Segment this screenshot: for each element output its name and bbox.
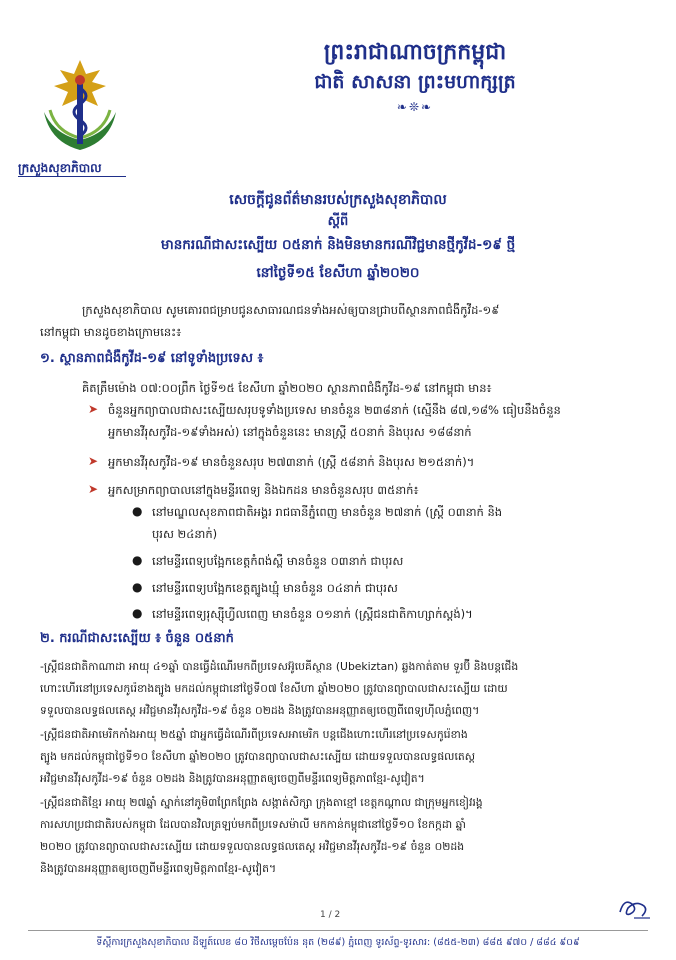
case-3-line-3: ២០២០ ត្រូវបានព្យាបាលជាសះស្បើយ ដោយទទួលបានលទ្ធផលតេស្ត អវិជ្ជមានវីរុសកូវីដ-១៩ ចំនួន ០២ដង (40, 840, 465, 853)
infected-total: អ្នកមានវីរុសកូវីដ-១៩ មានចំនួនសរុប ២៧៣នាក់ (ស្ត្រី ៥៨នាក់ និងបុរស ២១៥នាក់)។ (108, 455, 475, 469)
footer-divider (28, 930, 648, 931)
case-2-line-2: ត្បូង មកដល់កម្ពុជាថ្ងៃទី១០ ខែសីហា ឆ្នាំ២០២០ ត្រូវបានព្យាបាលជាសះស្បើយ ដោយទទួលបានលទ្ធផលតេស្ត (40, 750, 476, 763)
hospital-2: នៅមន្ទីរពេទ្យបង្អែកខេត្តកំពង់ស្ពឺ មានចំនួន ០៣នាក់ ជាបុរស (152, 554, 404, 568)
section-1-lead: គិតត្រឹមម៉ោង ០៧:០០ព្រឹក ថ្ងៃទី១៥ ខែសីហា ឆ្នាំ២០២០ ស្ថានភាពជំងឺកូវីដ-១៩ នៅកម្ពុជា មាន៖ (82, 381, 492, 395)
page-number: 1 / 2 (320, 910, 341, 920)
arrow-bullet-icon: ➤ (88, 454, 99, 468)
case-2-line-1: -ស្ត្រីជនជាតិអាមេរិកកាំងអាយុ ២៥ឆ្នាំ ជាអ្នកធ្វើដំណើរពីប្រទេសអាមេរិក បន្តជើងហោះហើរនៅប្រទេសកូរ៉េខាង (40, 728, 468, 741)
title-subject: មានករណីជាសះស្បើយ ០៥នាក់ និងមិនមានករណីវិជ្ជមានថ្មីកូវីដ-១៩ ថ្មី (160, 237, 516, 253)
intro-line-1: ក្រសួងសុខាភិបាល សូមគោរពជម្រាបជូនសាធារណជនទាំងអស់ឲ្យបានជ្រាបពីស្ថានភាពជំងឺកូវីដ-១៩ (82, 303, 500, 317)
hospital-4: នៅមន្ទីរពេទ្យរុស្ស៊ីហ្វីលពេញ មានចំនួន ០១នាក់ (ស្ត្រីជនជាតិកាហ្សាក់ស្តង់)។ (152, 607, 473, 621)
hospital-3: នៅមន្ទីរពេទ្យបង្អែកខេត្តត្បូងឃ្មុំ មានចំនួន ០៤នាក់ ជាបុរស (152, 581, 398, 595)
ministry-logo (30, 52, 130, 156)
arrow-bullet-icon: ➤ (88, 482, 99, 496)
intro-line-2: នៅកម្ពុជា មានដូចខាងក្រោមនេះ៖ (40, 325, 182, 339)
title-date: នៅថ្ងៃទី១៥ ខែសីហា ឆ្នាំ២០២០ (256, 265, 420, 281)
case-1-line-1: -ស្ត្រីជនជាតិកាណាដា អាយុ ៤១ឆ្នាំ បានធ្វើដំណើរមកពីប្រទេសអ៊ូបេគីស្ថាន (Ubekiztan) ឆ្លងកាត់តាម ទួរប៊ី និងបន្តជើង (40, 660, 519, 673)
kingdom-title: ព្រះរាជាណាចក្រកម្ពុជា (323, 40, 507, 65)
case-2-line-3: អវិជ្ជមានវីរុសកូវីដ-១៩ ចំនួន ០២ដង និងត្រូវបានអនុញ្ញាតឲ្យចេញពីមន្ទីរពេទ្យមិត្តភាពខ្មែរ-សូវៀត។ (40, 772, 425, 785)
initials-signature (614, 892, 654, 922)
case-1-line-2: ហោះហើរនៅប្រទេសកូរ៉េខាងត្បូង មកដល់កម្ពុជានៅថ្ងៃទី០៧ ខែសីហា ឆ្នាំ២០២០ ត្រូវបានព្យាបាលជាសះស្បើយ ដោយ (40, 682, 508, 695)
ministry-underline (18, 176, 126, 177)
dot-bullet-icon: ● (132, 580, 143, 594)
arrow-bullet-icon: ➤ (88, 402, 99, 416)
recovered-total-line-2: អ្នកមានវីរុសកូវីដ-១៩ទាំងអស់) នៅក្នុងចំនួននេះ មានស្ត្រី ៥០នាក់ និងបុរស ១៨៨នាក់ (108, 425, 472, 439)
section-2-heading: ២. ករណីជាសះស្បើយ ៖ ចំនួន ០៥នាក់ (40, 631, 234, 646)
dot-bullet-icon: ● (132, 504, 143, 518)
ornament-divider: ❧❊❧ (396, 100, 434, 114)
footer-address: ទីស្ដីការក្រសួងសុខាភិបាល ដីឡូត៍លេខ ៨០ វិថីសម្ដេចប៉ែន នុត (២៨៩) ភ្នំពេញ ទូរស័ព្ទ-ទូរសារ: (៨៥៥-២៣) ៨៨៥ ៩៧០ / ៨៨៤ ៩០៩ (96, 937, 580, 948)
hospital-1-line-2: បុរស ២៤នាក់) (152, 527, 218, 541)
hospital-1-line-1: នៅមណ្ឌលសុខភាពជាតិអង្គរ រាជធានីភ្នំពេញ មានចំនួន ២៧នាក់ (ស្ត្រី ០៣នាក់ និង (152, 505, 503, 519)
dot-bullet-icon: ● (132, 606, 143, 620)
case-3-line-4: និងត្រូវបានអនុញ្ញាតឲ្យចេញពីមន្ទីរពេទ្យមិត្តភាពខ្មែរ-សូវៀត។ (40, 862, 277, 875)
nation-motto: ជាតិ សាសនា ព្រះមហាក្សត្រ (314, 71, 516, 93)
hospitalized-total: អ្នកសម្រាកព្យាបាលនៅក្នុងមន្ទីរពេទ្យ និងឯកដន មានចំនួនសរុប ៣៥នាក់៖ (108, 483, 419, 497)
case-1-line-3: ទទួលបានលទ្ធផលតេស្ត អវិជ្ជមានវីរុសកូវីដ-១៩ ចំនួន ០២ដង និងត្រូវបានអនុញ្ញាតឲ្យចេញពីពេទ្យហ៊ីលភ្នំពេញ។ (40, 704, 480, 717)
case-3-line-2: ការសហប្រជាជាតិរបស់កម្ពុជា ដែលបានវិលត្រឡប់មកពីប្រទេសម៉ាលី មកកាន់កម្ពុជានៅថ្ងៃទី១០ ខែកក្កដា ឆ្នាំ (40, 818, 466, 831)
case-3-line-1: -ស្ត្រីជនជាតិខ្មែរ អាយុ ២៧ឆ្នាំ ស្នាក់នៅភូមិ៣ព្រែកព្រែង សង្កាត់សិក្សា ក្រុងតាខ្មៅ ខេត្តកណ្ដាល ជាក្រុមអ្នកខៀវរង្គ (40, 796, 483, 809)
dot-bullet-icon: ● (132, 553, 143, 567)
section-1-heading: ១. ស្ថានភាពជំងឺកូវីដ-១៩ នៅទូទាំងប្រទេស ៖ (40, 351, 264, 366)
title-subject-label: ស្ដីពី (327, 214, 349, 229)
ministry-name: ក្រសួងសុខាភិបាល (18, 161, 102, 175)
press-release-title: សេចក្ដីជូនព័ត៌មានរបស់ក្រសួងសុខាភិបាល (229, 192, 447, 208)
recovered-total-line-1: ចំនួនអ្នកព្យាបាលជាសះស្បើយសរុបទូទាំងប្រទេស មានចំនួន ២៣៨នាក់ (ស្មើនឹង ៨៧,១៨% ធៀបនឹងចំនួន (108, 403, 561, 417)
